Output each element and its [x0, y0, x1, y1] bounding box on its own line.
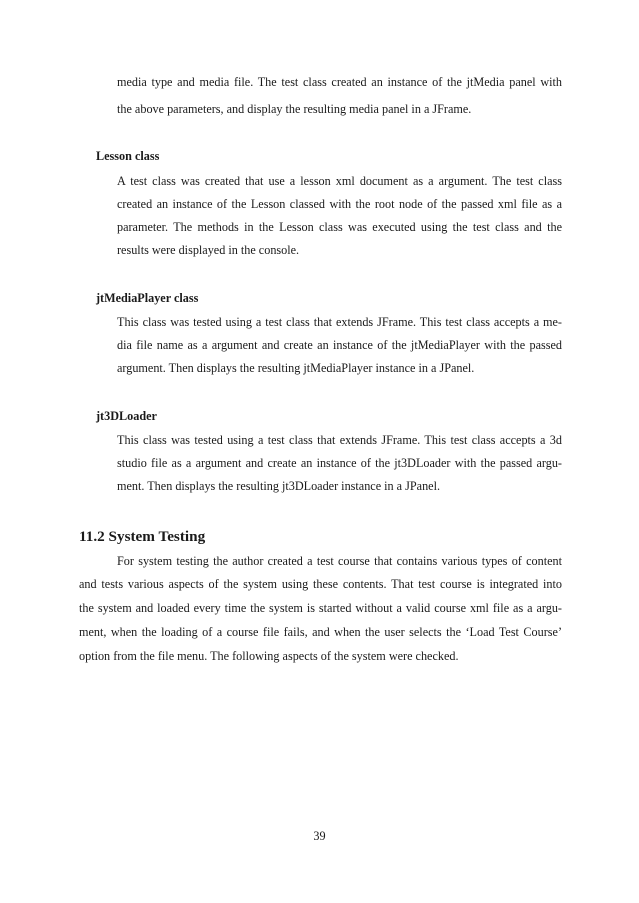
system-testing-line: For system testing the author created a test course that contains various types of content — [117, 554, 562, 568]
lesson-line: parameter. The methods in the Lesson class was executed using the test class and the — [117, 220, 562, 234]
loader-line: ment. Then displays the resulting jt3DLoader instance in a JPanel. — [117, 479, 441, 493]
lesson-line: results were displayed in the console. — [117, 243, 300, 257]
section-heading: 11.2 System Testing — [79, 528, 206, 545]
system-testing-line: and tests various aspects of the system using these contents. That test course is integrated into — [79, 577, 562, 591]
mediaplayer-line: This class was tested using a test class that extends JFrame. This test class accepts a me- — [117, 315, 562, 329]
lesson-line: created an instance of the Lesson classed with the root node of the passed xml file as a — [117, 197, 562, 211]
system-testing-line: the system and loaded every time the system is started without a valid course xml file as a argu- — [79, 601, 562, 615]
system-testing-line: option from the file menu. The following aspects of the system were checked. — [79, 649, 459, 663]
lesson-line: A test class was created that use a lesson xml document as a argument. The test class — [117, 174, 562, 188]
lesson-class-heading: Lesson class — [96, 149, 160, 163]
system-testing-line: ment, when the loading of a course file fails, and when the user selects the ‘Load Test Course’ — [79, 625, 562, 639]
intro-line: media type and media file. The test class created an instance of the jtMedia panel with — [117, 75, 562, 89]
page-number: 39 — [313, 829, 326, 843]
loader-line: This class was tested using a test class that extends JFrame. This test class accepts a 3d — [117, 433, 562, 447]
mediaplayer-line: dia file name as a argument and create an instance of the jtMediaPlayer with the passed — [117, 338, 562, 352]
intro-line: the above parameters, and display the resulting media panel in a JFrame. — [117, 102, 472, 116]
jtmediaplayer-class-heading: jtMediaPlayer class — [96, 291, 199, 305]
jt3dloader-heading: jt3DLoader — [96, 409, 157, 423]
loader-line: studio file as a argument and create an instance of the jt3DLoader with the passed argu- — [117, 456, 562, 470]
mediaplayer-line: argument. Then displays the resulting jtMediaPlayer instance in a JPanel. — [117, 361, 475, 375]
